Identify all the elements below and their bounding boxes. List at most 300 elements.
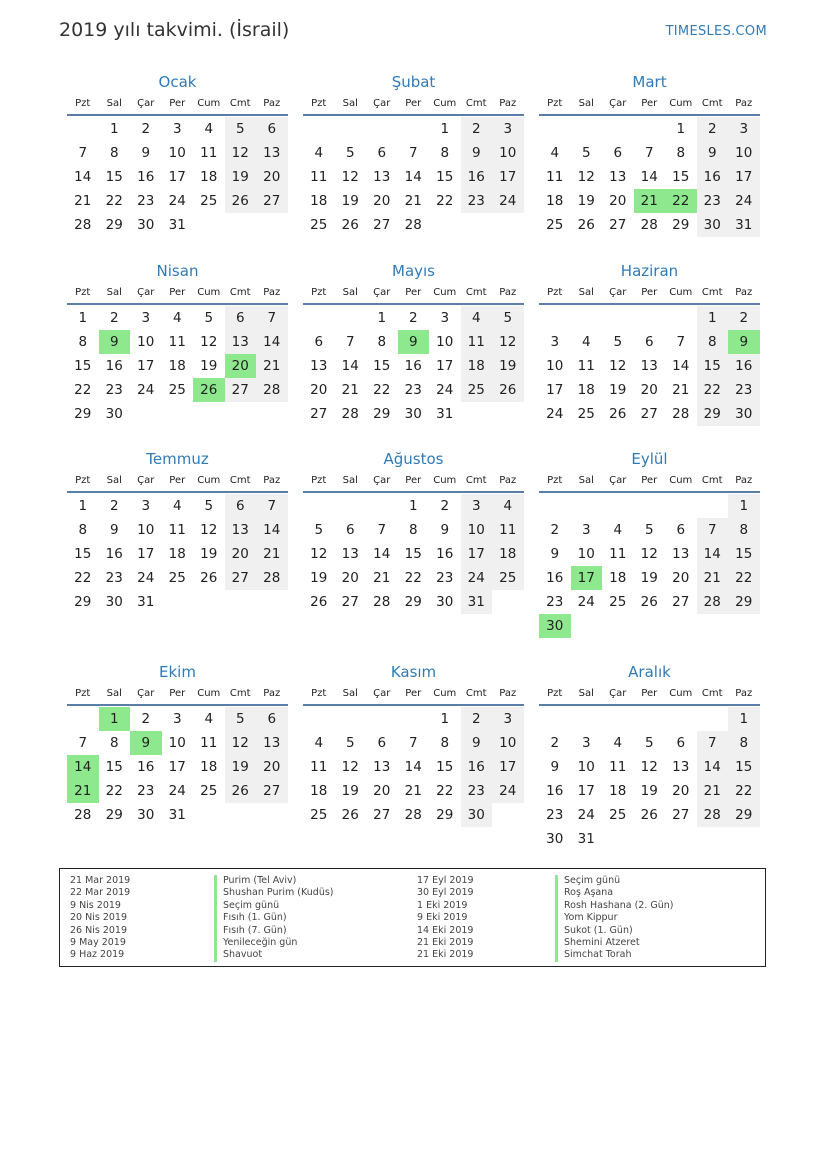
weekday-label: Çar [373, 688, 391, 699]
day-cell: 5 [225, 707, 257, 731]
day-cell: 5 [581, 145, 591, 161]
day-cell: 14 [697, 755, 729, 779]
month-name: Temmuz [146, 450, 209, 468]
day-cell: 2 [440, 498, 450, 514]
day-cell: 1 [78, 310, 88, 326]
day-cell: 18 [310, 783, 328, 799]
day-cell: 15 [728, 542, 760, 566]
day-cell: 22 [373, 382, 391, 398]
day-cell: 16 [105, 546, 123, 562]
day-cell: 21 [697, 779, 729, 803]
empty-cell [539, 494, 571, 518]
day-cell: 5 [644, 735, 654, 751]
day-cell: 20 [225, 542, 257, 566]
day-cell: 17 [546, 382, 564, 398]
day-cell: 6 [377, 145, 387, 161]
weekday-label: Pzt [75, 688, 91, 699]
day-cell: 4 [613, 735, 623, 751]
weekday-header [67, 94, 288, 116]
day-cell: 22 [436, 193, 454, 209]
day-cell: 3 [440, 310, 450, 326]
month-name: Ağustos [383, 450, 444, 468]
day-cell: 19 [310, 570, 328, 586]
day-grid [539, 117, 760, 237]
day-cell: 12 [577, 169, 595, 185]
day-cell: 21 [256, 354, 288, 378]
day-cell: 9 [697, 141, 729, 165]
day-cell: 9 [550, 759, 560, 775]
day-cell: 18 [461, 354, 493, 378]
holiday-dates-right [417, 875, 474, 962]
day-cell: 31 [137, 594, 155, 610]
day-cell: 7 [377, 522, 387, 538]
holiday-name: Fısıh (7. Gün) [214, 925, 334, 937]
day-cell: 2 [550, 522, 560, 538]
day-cell: 15 [728, 755, 760, 779]
day-cell: 2 [109, 310, 119, 326]
holiday-name: Seçim günü [555, 875, 674, 887]
day-cell: 5 [345, 145, 355, 161]
day-cell: 25 [609, 594, 627, 610]
holiday-date: 21 Eki 2019 [417, 949, 474, 961]
day-cell: 11 [200, 145, 218, 161]
day-cell: 14 [672, 358, 690, 374]
weekday-label: Paz [499, 98, 517, 109]
day-cell: 25 [168, 382, 186, 398]
day-grid [303, 494, 524, 614]
day-cell: 28 [697, 803, 729, 827]
day-cell: 3 [492, 707, 524, 731]
day-cell: 22 [105, 783, 123, 799]
day-cell: 24 [168, 783, 186, 799]
day-cell: 2 [728, 306, 760, 330]
day-cell: 22 [728, 566, 760, 590]
day-cell: 6 [676, 735, 686, 751]
weekday-header [67, 471, 288, 493]
weekday-header [303, 471, 524, 493]
day-cell: 18 [168, 546, 186, 562]
day-cell: 10 [168, 145, 186, 161]
day-cell: 17 [436, 358, 454, 374]
empty-cell [602, 494, 634, 518]
weekday-label: Paz [499, 287, 517, 298]
holiday-day-cell: 22 [665, 189, 697, 213]
day-cell: 17 [168, 759, 186, 775]
weekday-label: Per [641, 475, 658, 486]
day-cell: 27 [672, 594, 690, 610]
day-cell: 11 [546, 169, 564, 185]
weekday-label: Cum [197, 287, 221, 298]
day-cell: 7 [408, 735, 418, 751]
day-cell: 29 [373, 406, 391, 422]
day-cell: 31 [461, 590, 493, 614]
day-cell: 12 [200, 522, 218, 538]
holiday-day-cell: 20 [225, 354, 257, 378]
day-cell: 23 [436, 570, 454, 586]
holiday-date: 9 Haz 2019 [70, 949, 125, 961]
weekday-label: Per [169, 287, 186, 298]
day-cell: 21 [373, 570, 391, 586]
day-cell: 17 [728, 165, 760, 189]
day-cell: 29 [74, 594, 92, 610]
day-cell: 30 [105, 406, 123, 422]
day-cell: 28 [672, 406, 690, 422]
day-cell: 13 [310, 358, 328, 374]
weekday-label: Paz [263, 287, 281, 298]
weekday-label: Cum [669, 688, 693, 699]
day-cell: 14 [256, 330, 288, 354]
weekday-label: Per [641, 98, 658, 109]
day-cell: 19 [640, 570, 658, 586]
day-cell: 25 [168, 570, 186, 586]
empty-cell [571, 707, 603, 731]
weekday-label: Pzt [75, 475, 91, 486]
day-cell: 22 [404, 570, 422, 586]
day-cell: 11 [168, 334, 186, 350]
empty-cell [634, 306, 666, 330]
day-cell: 23 [404, 382, 422, 398]
weekday-label: Paz [499, 688, 517, 699]
day-cell: 12 [341, 169, 359, 185]
day-cell: 23 [697, 189, 729, 213]
weekday-label: Sal [106, 98, 122, 109]
day-cell: 22 [697, 378, 729, 402]
day-cell: 31 [168, 217, 186, 233]
day-cell: 24 [492, 189, 524, 213]
empty-cell [697, 707, 729, 731]
day-cell: 4 [613, 522, 623, 538]
day-cell: 8 [440, 145, 450, 161]
day-cell: 15 [74, 358, 92, 374]
day-cell: 8 [109, 145, 119, 161]
day-cell: 5 [204, 498, 214, 514]
day-cell: 2 [550, 735, 560, 751]
weekday-label: Cum [433, 475, 457, 486]
weekday-label: Cmt [229, 475, 251, 486]
weekday-label: Çar [373, 475, 391, 486]
day-cell: 26 [341, 807, 359, 823]
day-cell: 15 [436, 169, 454, 185]
day-cell: 27 [672, 807, 690, 823]
weekday-label: Cmt [701, 475, 723, 486]
empty-cell [303, 707, 335, 731]
day-cell: 29 [436, 807, 454, 823]
day-cell: 11 [609, 759, 627, 775]
weekday-label: Çar [137, 98, 155, 109]
day-cell: 7 [408, 145, 418, 161]
weekday-label: Cum [669, 475, 693, 486]
weekday-label: Pzt [75, 287, 91, 298]
holiday-day-cell: 17 [571, 566, 603, 590]
month-name: Şubat [391, 73, 436, 91]
day-cell: 31 [728, 213, 760, 237]
day-cell: 5 [225, 117, 257, 141]
weekday-label: Cum [669, 287, 693, 298]
day-cell: 11 [200, 735, 218, 751]
weekday-label: Sal [578, 98, 594, 109]
day-cell: 1 [676, 121, 686, 137]
day-cell: 29 [697, 402, 729, 426]
day-cell: 28 [640, 217, 658, 233]
day-cell: 19 [225, 755, 257, 779]
day-cell: 2 [109, 498, 119, 514]
day-cell: 9 [109, 522, 119, 538]
day-cell: 21 [341, 382, 359, 398]
day-cell: 24 [577, 807, 595, 823]
day-cell: 21 [256, 542, 288, 566]
day-cell: 7 [78, 145, 88, 161]
day-cell: 24 [461, 566, 493, 590]
weekday-label: Cmt [229, 287, 251, 298]
empty-cell [571, 494, 603, 518]
weekday-label: Paz [263, 688, 281, 699]
month-block [539, 261, 760, 426]
day-cell: 22 [74, 570, 92, 586]
weekday-label: Sal [342, 688, 358, 699]
day-cell: 6 [613, 145, 623, 161]
day-cell: 19 [225, 165, 257, 189]
weekday-label: Paz [735, 475, 753, 486]
empty-cell [634, 707, 666, 731]
day-cell: 25 [200, 193, 218, 209]
day-cell: 2 [697, 117, 729, 141]
day-cell: 5 [644, 522, 654, 538]
empty-cell [335, 306, 367, 330]
day-cell: 20 [310, 382, 328, 398]
day-cell: 28 [256, 566, 288, 590]
day-cell: 9 [461, 141, 493, 165]
day-cell: 29 [728, 590, 760, 614]
holiday-date: 9 Nis 2019 [70, 899, 121, 911]
day-cell: 27 [225, 378, 257, 402]
empty-cell [335, 707, 367, 731]
day-cell: 12 [640, 546, 658, 562]
day-cell: 19 [609, 382, 627, 398]
holiday-day-cell: 21 [634, 189, 666, 213]
site-link[interactable]: TIMESLES.COM [665, 24, 767, 39]
empty-cell [539, 117, 571, 141]
day-cell: 10 [577, 759, 595, 775]
weekday-header [539, 283, 760, 305]
day-cell: 26 [200, 570, 218, 586]
day-cell: 30 [697, 213, 729, 237]
holiday-day-cell: 9 [398, 330, 430, 354]
day-cell: 18 [609, 570, 627, 586]
day-cell: 16 [137, 169, 155, 185]
weekday-label: Cum [433, 287, 457, 298]
day-grid [67, 306, 288, 426]
day-cell: 26 [609, 406, 627, 422]
day-cell: 19 [577, 193, 595, 209]
day-cell: 2 [461, 117, 493, 141]
day-cell: 7 [676, 334, 686, 350]
day-cell: 13 [640, 358, 658, 374]
day-cell: 3 [141, 498, 151, 514]
day-cell: 10 [168, 735, 186, 751]
day-cell: 1 [728, 707, 760, 731]
empty-cell [303, 494, 335, 518]
day-cell: 19 [640, 783, 658, 799]
weekday-label: Per [641, 287, 658, 298]
month-block [67, 662, 288, 827]
day-cell: 29 [404, 594, 422, 610]
day-cell: 22 [728, 779, 760, 803]
day-cell: 3 [492, 117, 524, 141]
weekday-header [67, 283, 288, 305]
weekday-label: Cmt [465, 287, 487, 298]
holiday-date: 20 Nis 2019 [70, 912, 127, 924]
day-cell: 12 [200, 334, 218, 350]
day-cell: 7 [644, 145, 654, 161]
empty-cell [665, 707, 697, 731]
day-cell: 24 [728, 189, 760, 213]
weekday-header [539, 471, 760, 493]
day-cell: 17 [168, 169, 186, 185]
weekday-label: Pzt [311, 475, 327, 486]
day-cell: 30 [546, 831, 564, 847]
weekday-label: Cum [669, 98, 693, 109]
month-block [67, 72, 288, 237]
day-cell: 18 [546, 193, 564, 209]
day-cell: 20 [672, 570, 690, 586]
weekday-label: Çar [609, 287, 627, 298]
weekday-label: Çar [609, 688, 627, 699]
weekday-label: Sal [106, 287, 122, 298]
day-cell: 18 [168, 358, 186, 374]
day-cell: 15 [436, 759, 454, 775]
day-cell: 1 [728, 494, 760, 518]
day-cell: 14 [697, 542, 729, 566]
day-cell: 2 [461, 707, 493, 731]
day-cell: 10 [137, 334, 155, 350]
empty-cell [697, 494, 729, 518]
day-cell: 5 [492, 306, 524, 330]
day-cell: 7 [256, 494, 288, 518]
day-cell: 28 [74, 217, 92, 233]
day-cell: 12 [640, 759, 658, 775]
day-cell: 19 [200, 358, 218, 374]
day-cell: 14 [341, 358, 359, 374]
day-cell: 6 [225, 306, 257, 330]
day-cell: 28 [341, 406, 359, 422]
day-cell: 3 [550, 334, 560, 350]
day-cell: 14 [74, 169, 92, 185]
day-cell: 4 [314, 735, 324, 751]
day-cell: 14 [404, 759, 422, 775]
day-cell: 15 [105, 759, 123, 775]
weekday-header [539, 94, 760, 116]
day-cell: 6 [676, 522, 686, 538]
empty-cell [303, 117, 335, 141]
day-cell: 19 [341, 783, 359, 799]
day-cell: 31 [436, 406, 454, 422]
day-cell: 6 [225, 494, 257, 518]
weekday-label: Per [641, 688, 658, 699]
day-cell: 12 [341, 759, 359, 775]
day-cell: 4 [492, 494, 524, 518]
day-cell: 26 [225, 189, 257, 213]
day-cell: 18 [609, 783, 627, 799]
day-cell: 8 [697, 330, 729, 354]
day-cell: 14 [640, 169, 658, 185]
day-cell: 8 [440, 735, 450, 751]
day-cell: 4 [204, 711, 214, 727]
day-cell: 9 [141, 145, 151, 161]
day-cell: 20 [256, 755, 288, 779]
day-cell: 28 [74, 807, 92, 823]
day-cell: 8 [728, 731, 760, 755]
holiday-list [59, 868, 766, 967]
day-cell: 30 [105, 594, 123, 610]
empty-cell [602, 306, 634, 330]
day-cell: 20 [373, 783, 391, 799]
day-cell: 17 [492, 755, 524, 779]
day-grid [303, 707, 524, 827]
day-cell: 25 [310, 807, 328, 823]
month-block [539, 662, 760, 851]
weekday-header [539, 684, 760, 706]
day-cell: 16 [105, 358, 123, 374]
day-cell: 29 [672, 217, 690, 233]
day-cell: 4 [461, 306, 493, 330]
day-cell: 23 [137, 783, 155, 799]
day-cell: 26 [640, 807, 658, 823]
weekday-label: Cum [197, 475, 221, 486]
day-cell: 11 [609, 546, 627, 562]
day-cell: 3 [172, 711, 182, 727]
day-cell: 11 [577, 358, 595, 374]
day-grid [67, 494, 288, 614]
weekday-label: Per [169, 475, 186, 486]
day-cell: 4 [172, 498, 182, 514]
day-cell: 4 [581, 334, 591, 350]
day-cell: 16 [697, 165, 729, 189]
month-name: Eylül [631, 450, 668, 468]
day-cell: 6 [644, 334, 654, 350]
weekday-label: Sal [106, 475, 122, 486]
day-cell: 11 [461, 330, 493, 354]
day-cell: 20 [373, 193, 391, 209]
empty-cell [539, 306, 571, 330]
day-cell: 7 [78, 735, 88, 751]
day-cell: 28 [256, 378, 288, 402]
day-cell: 31 [168, 807, 186, 823]
day-cell: 12 [492, 330, 524, 354]
month-block [539, 72, 760, 237]
day-cell: 27 [256, 779, 288, 803]
day-cell: 4 [204, 121, 214, 137]
weekday-label: Pzt [311, 98, 327, 109]
day-cell: 15 [672, 169, 690, 185]
holiday-date: 26 Nis 2019 [70, 924, 127, 936]
day-cell: 12 [225, 141, 257, 165]
weekday-label: Çar [137, 287, 155, 298]
month-block [303, 449, 524, 614]
day-cell: 1 [78, 498, 88, 514]
day-cell: 11 [168, 522, 186, 538]
day-cell: 21 [74, 193, 92, 209]
weekday-label: Pzt [547, 287, 563, 298]
empty-cell [398, 117, 430, 141]
day-cell: 30 [461, 803, 493, 827]
day-cell: 30 [404, 406, 422, 422]
holiday-name: Yenileceğin gün [214, 937, 334, 949]
day-cell: 21 [404, 783, 422, 799]
day-cell: 15 [74, 546, 92, 562]
weekday-header [303, 684, 524, 706]
day-cell: 10 [492, 141, 524, 165]
empty-cell [398, 707, 430, 731]
